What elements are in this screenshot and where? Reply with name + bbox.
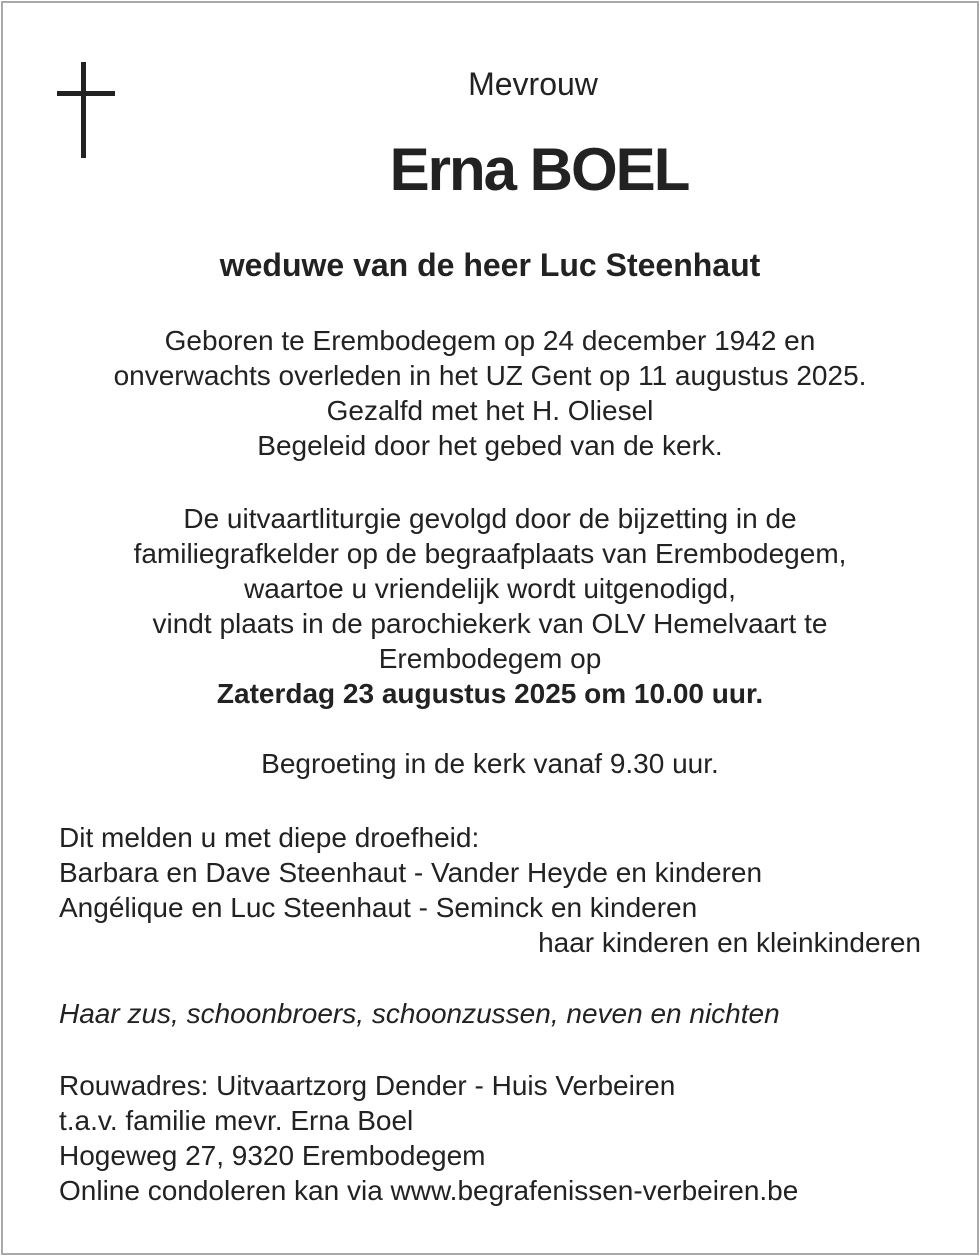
birth-death-line: Begeleid door het gebed van de kerk. bbox=[257, 430, 723, 461]
mourners-closing: haar kinderen en kleinkinderen bbox=[538, 927, 921, 958]
funeral-line: Erembodegem op bbox=[378, 643, 602, 674]
title-prefix: Mevrouw bbox=[468, 66, 598, 102]
address-line: Online condoleren kan via www.begrafenissen-verbeiren.be bbox=[59, 1175, 799, 1206]
funeral-line: waartoe u vriendelijk wordt uitgenodigd, bbox=[244, 573, 736, 604]
mourners-intro: Dit melden u met diepe droefheid: bbox=[59, 822, 480, 853]
widow-subtitle: weduwe van de heer Luc Steenhaut bbox=[219, 247, 761, 283]
birth-death-line: onverwachts overleden in het UZ Gent op 11 augustus 2025. bbox=[113, 360, 867, 391]
mourners-block bbox=[59, 820, 921, 960]
funeral-line: De uitvaartliturgie gevolgd door de bijzetting in de bbox=[183, 503, 797, 534]
birth-death-line: Geboren te Erembodegem op 24 december 1942 en bbox=[164, 325, 816, 356]
birth-death-line: Gezalfd met het H. Oliesel bbox=[326, 395, 654, 426]
funeral-paragraph bbox=[0, 501, 980, 711]
birth-death-paragraph bbox=[0, 323, 980, 463]
deceased-name: Erna BOEL bbox=[389, 136, 689, 203]
address-line: Hogeweg 27, 9320 Erembodegem bbox=[59, 1140, 486, 1171]
funeral-line: familiegrafkelder op de begraafplaats van Erembodegem, bbox=[133, 538, 847, 569]
family-line: Haar zus, schoonbroers, schoonzussen, neven en nichten bbox=[59, 998, 780, 1029]
address-line: t.a.v. familie mevr. Erna Boel bbox=[59, 1105, 414, 1136]
greeting-line: Begroeting in de kerk vanaf 9.30 uur. bbox=[261, 748, 719, 779]
funeral-line: vindt plaats in de parochiekerk van OLV Hemelvaart te bbox=[152, 608, 828, 639]
address-block bbox=[59, 1068, 798, 1208]
address-line: Rouwadres: Uitvaartzorg Dender - Huis Verbeiren bbox=[59, 1070, 676, 1101]
funeral-date: Zaterdag 23 augustus 2025 om 10.00 uur. bbox=[216, 678, 764, 709]
mourner-name: Angélique en Luc Steenhaut - Seminck en kinderen bbox=[59, 892, 698, 923]
mourner-name: Barbara en Dave Steenhaut - Vander Heyde en kinderen bbox=[59, 857, 763, 888]
